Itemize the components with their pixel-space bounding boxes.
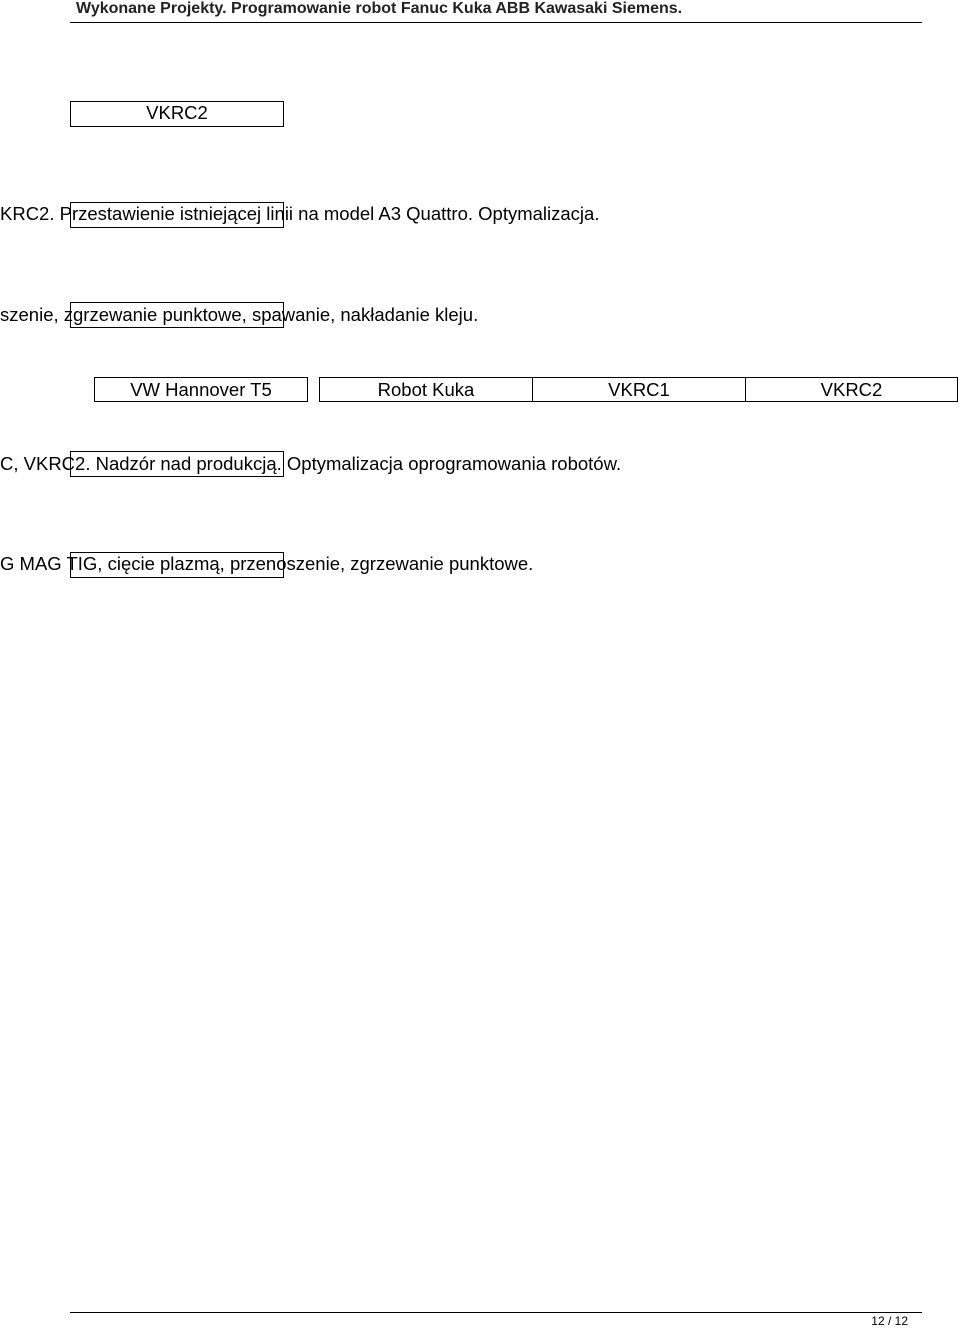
table-cell-controller-2: VKRC2 [745,377,958,402]
content-line-description-1: KRC2. Przestawienie istniejącej linii na model A3 Quattro. Optymalizacja. [0,203,600,224]
table-cell-frame [70,451,284,477]
content-line-description-4: G MAG TIG, cięcie plazmą, przenoszenie, zgrzewanie punktowe. [0,553,534,574]
table-cell-controller-1: VKRC1 [532,377,746,402]
content-line-description-2: szenie, zgrzewanie punktowe, spawanie, nakładanie kleju. [0,304,479,325]
content-line-description-3: C, VKRC2. Nadzór nad produkcją. Optymalizacja oprogramowania robotów. [0,453,622,474]
footer-divider [70,1312,922,1313]
content-line-controller: VKRC2 [146,102,208,123]
header-divider [70,22,922,23]
page-number: 12 / 12 [871,1314,908,1328]
table-cell-frame [70,202,284,228]
table-cell-robot: Robot Kuka [319,377,533,402]
table-cell-frame [70,302,284,328]
page-header-title: Wykonane Projekty. Programowanie robot Fanuc Kuka ABB Kawasaki Siemens. [76,0,683,17]
table-cell-frame [70,552,284,578]
table-cell-project: VW Hannover T5 [94,377,308,402]
